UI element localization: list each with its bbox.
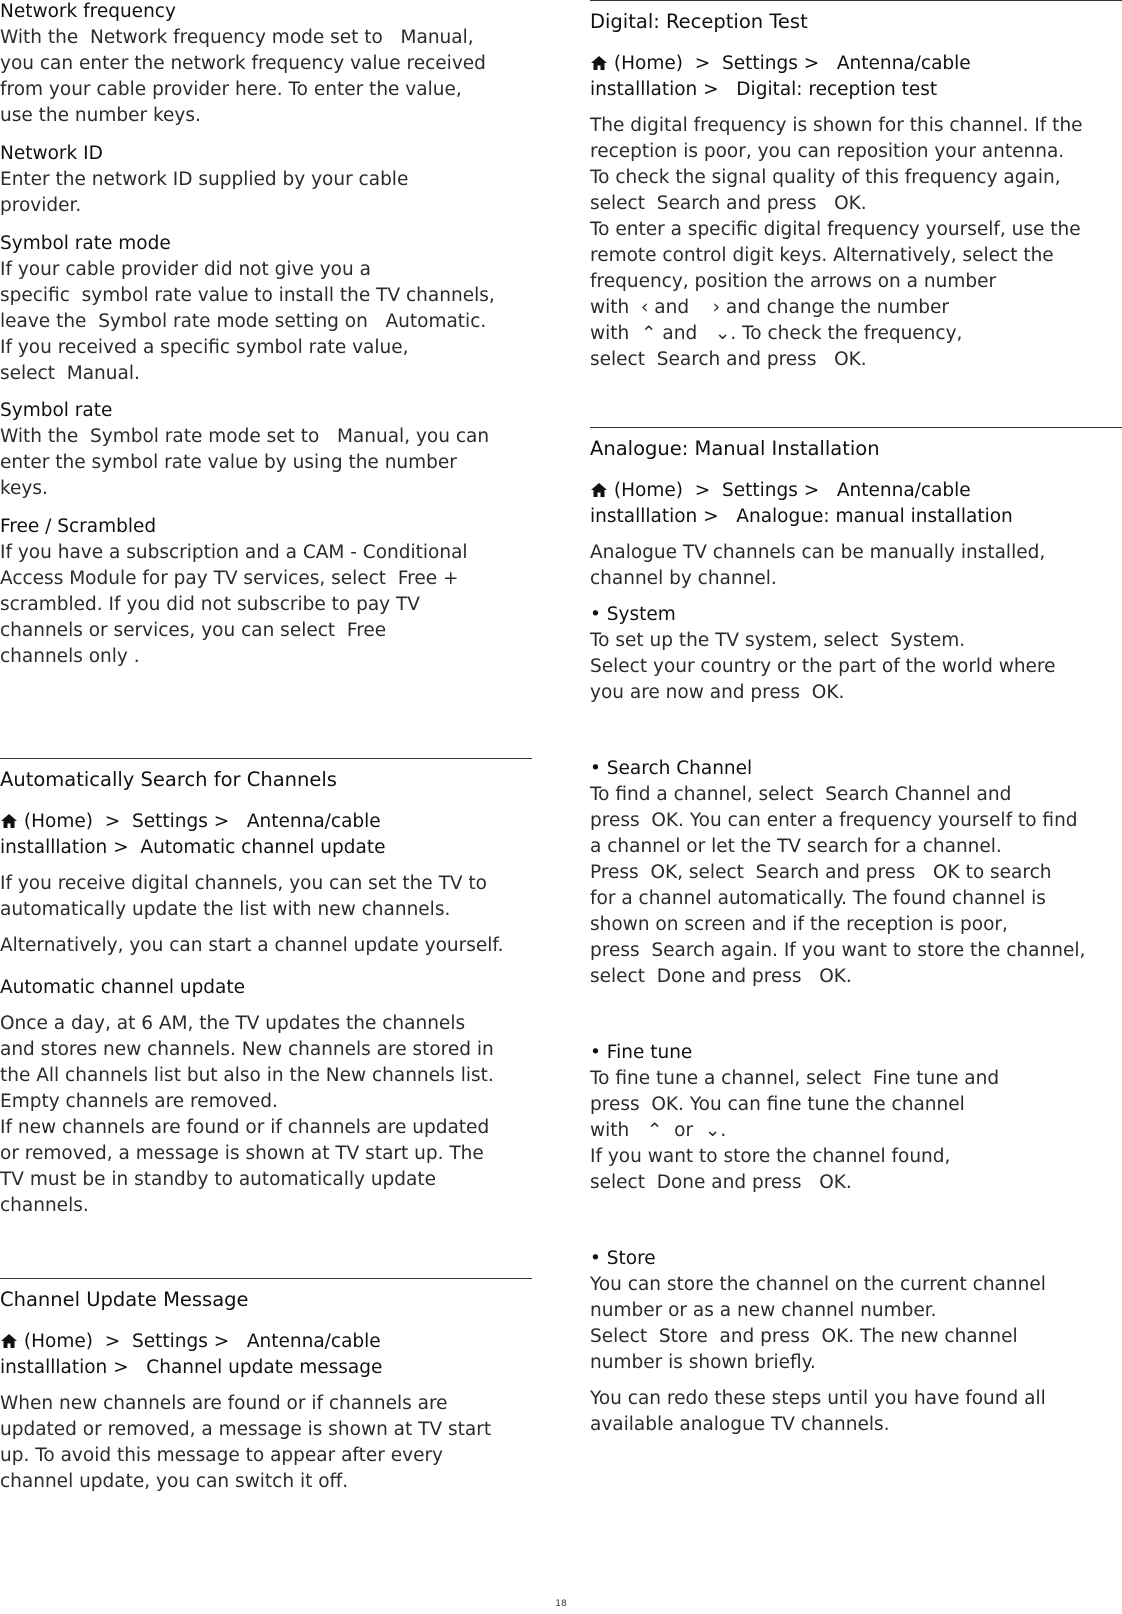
search-channel-title: • Search Channel [590, 758, 753, 779]
text-line: number or as a new channel number. [590, 1300, 937, 1321]
menu-path-line: installlation > Channel update message [0, 1357, 383, 1378]
update-message-heading: Channel Update Message [0, 1288, 249, 1311]
text-line: the All channels list but also in the New channels list. [0, 1065, 494, 1086]
text-line: Analogue TV channels can be manually installed, [590, 542, 1046, 563]
text-line: Once a day, at 6 AM, the TV updates the channels [0, 1013, 466, 1034]
auto-update-subtitle: Automatic channel update [0, 977, 246, 998]
text-line: With the Network frequency mode set to Manual, [0, 27, 474, 48]
free-scrambled-section [0, 514, 532, 670]
text-line: with ‹ and › and change the number [590, 297, 949, 318]
text-line: select Manual. [0, 363, 140, 384]
home-icon [0, 813, 18, 829]
text-line: You can store the channel on the current channel [590, 1274, 1046, 1295]
text-line: select Done and press OK. [590, 1172, 852, 1193]
free-scrambled-title: Free / Scrambled [0, 516, 157, 537]
text-line: If you have a subscription and a CAM - Conditional [0, 542, 468, 563]
store-title: • Store [590, 1248, 656, 1269]
page-number: 18 [555, 1599, 567, 1609]
home-icon [590, 55, 608, 71]
text-line: leave the Symbol rate mode setting on Automatic. [0, 311, 487, 332]
text-line: channels. [0, 1195, 89, 1216]
digital-test-section [590, 0, 1122, 373]
text-line: To fine tune a channel, select Fine tune and [590, 1068, 1000, 1089]
text-line: and stores new channels. New channels are stored in [0, 1039, 494, 1060]
system-title: • System [590, 604, 676, 625]
text-line: Alternatively, you can start a channel update yourself. [0, 935, 504, 956]
analogue-section [590, 427, 1122, 1438]
text-line: Access Module for pay TV services, select Free + [0, 568, 459, 589]
menu-path [0, 809, 532, 835]
menu-path-line: (Home) > Settings > Antenna/cable [23, 1331, 381, 1352]
text-line: remote control digit keys. Alternatively, select the [590, 245, 1054, 266]
text-line: channels only . [0, 646, 140, 667]
symbol-rate-section [0, 398, 532, 502]
update-message-section [0, 1278, 532, 1495]
text-line: available analogue TV channels. [590, 1414, 890, 1435]
text-line: a channel or let the TV search for a channel. [590, 836, 1002, 857]
text-line: The digital frequency is shown for this channel. If the [590, 115, 1083, 136]
network-id-title: Network ID [0, 143, 103, 164]
text-line: number is shown briefly. [590, 1352, 816, 1373]
menu-path [590, 478, 1122, 504]
text-line: Select Store and press OK. The new channel [590, 1326, 1018, 1347]
text-line: frequency, position the arrows on a number [590, 271, 997, 292]
symbol-rate-mode-title: Symbol rate mode [0, 233, 171, 254]
text-line: You can redo these steps until you have found all [590, 1388, 1046, 1409]
text-line: reception is poor, you can reposition your antenna. [590, 141, 1065, 162]
text-line: enter the symbol rate value by using the number [0, 452, 457, 473]
text-line: automatically update the list with new channels. [0, 899, 451, 920]
text-line: with ⌃ and ⌄. To check the frequency, [590, 323, 963, 344]
text-line: select Search and press OK. [590, 193, 867, 214]
text-line: press OK. You can fine tune the channel [590, 1094, 965, 1115]
text-line: To check the signal quality of this frequency again, [590, 167, 1061, 188]
menu-path [0, 1329, 532, 1355]
text-line: or removed, a message is shown at TV start up. The [0, 1143, 484, 1164]
text-line: Empty channels are removed. [0, 1091, 278, 1112]
menu-path-line: installlation > Analogue: manual installation [590, 506, 1013, 527]
text-line: With the Symbol rate mode set to Manual, you can [0, 426, 490, 447]
auto-search-heading: Automatically Search for Channels [0, 768, 337, 791]
network-frequency-section [0, 0, 532, 129]
menu-path [590, 51, 1122, 77]
text-line: scrambled. If you did not subscribe to pay TV [0, 594, 420, 615]
symbol-rate-title: Symbol rate [0, 400, 113, 421]
text-line: provider. [0, 195, 82, 216]
fine-tune-title: • Fine tune [590, 1042, 693, 1063]
text-line: Press OK, select Search and press OK to search [590, 862, 1052, 883]
text-line: press OK. You can enter a frequency yourself to find [590, 810, 1078, 831]
text-line: If new channels are found or if channels are updated [0, 1117, 490, 1138]
text-line: you are now and press OK. [590, 682, 845, 703]
text-line: select Search and press OK. [590, 349, 867, 370]
text-line: If you want to store the channel found, [590, 1146, 951, 1167]
network-frequency-title: Network frequency [0, 1, 176, 22]
digital-test-heading: Digital: Reception Test [590, 10, 808, 33]
text-line: specific symbol rate value to install the TV channels, [0, 285, 495, 306]
text-line: TV must be in standby to automatically update [0, 1169, 437, 1190]
menu-path-line: (Home) > Settings > Antenna/cable [23, 811, 381, 832]
menu-path-line: (Home) > Settings > Antenna/cable [613, 480, 971, 501]
text-line: use the number keys. [0, 105, 201, 126]
text-line: shown on screen and if the reception is poor, [590, 914, 1008, 935]
text-line: If you receive digital channels, you can set the TV to [0, 873, 487, 894]
text-line: from your cable provider here. To enter the value, [0, 79, 462, 100]
text-line: keys. [0, 478, 48, 499]
text-line: Select your country or the part of the world where [590, 656, 1056, 677]
text-line: When new channels are found or if channels are [0, 1393, 448, 1414]
menu-path-line: (Home) > Settings > Antenna/cable [613, 53, 971, 74]
network-id-section [0, 141, 532, 219]
text-line: press Search again. If you want to store the channel, [590, 940, 1086, 961]
text-line: If you received a specific symbol rate value, [0, 337, 409, 358]
text-line: for a channel automatically. The found channel is [590, 888, 1046, 909]
text-line: To find a channel, select Search Channel and [590, 784, 1012, 805]
text-line: Enter the network ID supplied by your cable [0, 169, 409, 190]
text-line: If your cable provider did not give you a [0, 259, 371, 280]
home-icon [590, 482, 608, 498]
menu-path-line: installlation > Automatic channel update [0, 837, 386, 858]
text-line: select Done and press OK. [590, 966, 852, 987]
text-line: To set up the TV system, select System. [590, 630, 966, 651]
auto-search-section [0, 758, 532, 1219]
text-line: channel by channel. [590, 568, 777, 589]
text-line: with ⌃ or ⌄. [590, 1120, 727, 1141]
text-line: updated or removed, a message is shown at TV start [0, 1419, 492, 1440]
text-line: up. To avoid this message to appear after every [0, 1445, 444, 1466]
analogue-heading: Analogue: Manual Installation [590, 437, 880, 460]
text-line: channels or services, you can select Free [0, 620, 387, 641]
text-line: channel update, you can switch it off. [0, 1471, 349, 1492]
symbol-rate-mode-section [0, 231, 532, 387]
menu-path-line: installlation > Digital: reception test [590, 79, 938, 100]
text-line: you can enter the network frequency value received [0, 53, 486, 74]
text-line: To enter a specific digital frequency yourself, use the [590, 219, 1081, 240]
home-icon [0, 1333, 18, 1349]
